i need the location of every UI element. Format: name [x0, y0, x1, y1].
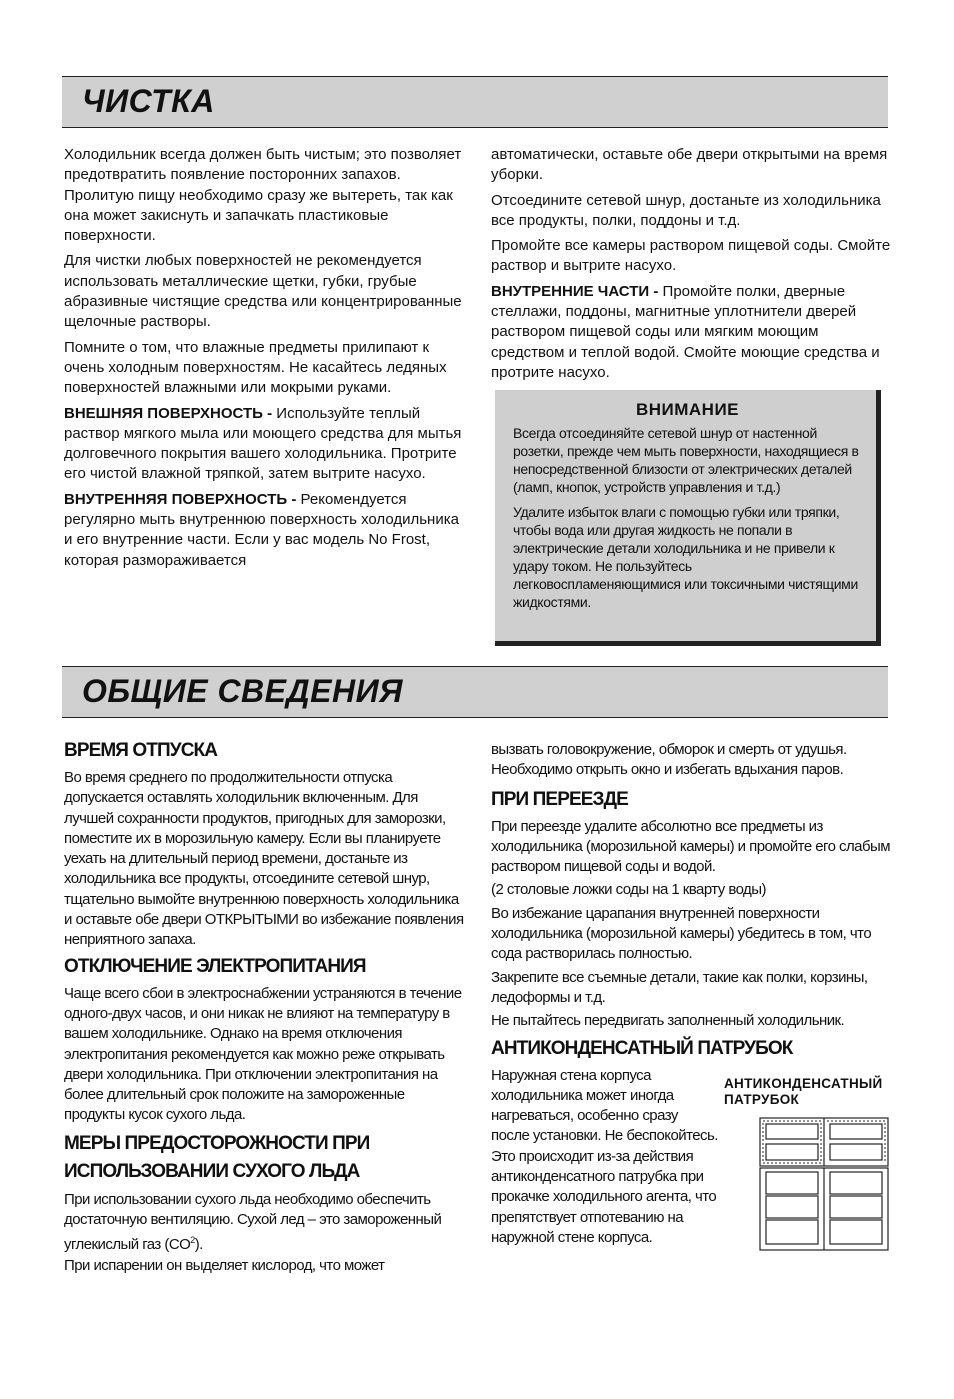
dry-ice-heading	[64, 1130, 464, 1186]
interior-parts-paragraph	[491, 282, 891, 383]
dry-ice-text-1: При использовании сухого льда необходимо обеспечить достаточную вентиляцию. Сухой лед – это замороженный углекислый газ (CO	[64, 1190, 442, 1254]
power-outage-heading: ОТКЛЮЧЕНИЕ ЭЛЕКТРОПИТАНИЯ	[64, 955, 366, 977]
dry-ice-text	[64, 1190, 464, 1276]
cleaning-para-2: Для чистки любых поверхностей не рекомендуется использовать металлические щетки, губки, грубые абразивные чистящие средства или концентрированные щелочные растворы.	[64, 252, 462, 331]
moving-para-2: (2 столовые ложки соды на 1 кварту воды)	[491, 881, 766, 899]
fridge-shelf-left-2	[766, 1196, 818, 1218]
power-outage-text: Чаще всего сбои в электроснабжении устраняются в течение одного-двух часов, и они никак не влияют на температуру в вашем холодильнике. Однако на время отключения электропитания рекомендуется как можно реже открывать двери холодильника. При отключении электропитания на более длительный срок положите на замороженные продукты кусок сухого льда.	[64, 984, 462, 1124]
anticondensation-heading: АНТИКОНДЕНСАТНЫЙ ПАТРУБОК	[491, 1037, 793, 1059]
interior-parts-label: ВНУТРЕННИЕ ЧАСТИ -	[491, 282, 659, 300]
anticondensation-text: Наружная стена корпуса холодильника может иногда нагреваться, особенно сразу после установки. Не беспокойтесь. Это происходит из-за действия антиконденсатного патрубка при прокачке холодильного агента, что препятствует отпотеванию на наружной стене корпуса.	[491, 1066, 718, 1246]
warning-title: ВНИМАНИЕ	[635, 400, 740, 419]
exterior-surface-paragraph	[64, 404, 464, 485]
general-left-column	[64, 738, 464, 1276]
dry-ice-subscript: 2	[190, 1235, 195, 1246]
exterior-surface-text: Используйте теплый раствор мягкого мыла или моющего средства для мытья долговечного покрытия вашего холодильника. Протрите его чистой влажной тряпкой, затем вытрите насухо.	[64, 404, 462, 483]
cleaning-para-3: Помните о том, что влажные предметы прилипают к очень холодным поверхностям. Не касайтесь ледяных поверхностей влажными или мокрыми руками.	[64, 338, 447, 397]
moving-para-3: Во избежание царапания внутренней поверхности холодильника (морозильной камеры) убедитесь в том, что сода растворилась полностью.	[491, 904, 872, 963]
vacation-text: Во время среднего по продолжительности отпуска допускается оставлять холодильник включенным. Для лучшей сохранности продуктов, пригодных для заморозки, поместите их в морозильную камеру. Если вы планируете уехать на длительный период времени, достаньте из холодильника все продукты, отсоедините сетевой шнур, тщательно вымойте внутреннюю поверхность холодильника и оставьте обе двери ОТКРЫТЫМИ во избежание появления неприятного запаха.	[64, 769, 464, 949]
dry-ice-heading-line-1: МЕРЫ ПРЕДОСТОРОЖНОСТИ ПРИ	[64, 1132, 370, 1154]
fridge-shelf-right-1	[830, 1172, 882, 1194]
exterior-surface-label: ВНЕШНЯЯ ПОВЕРХНОСТЬ -	[64, 404, 273, 422]
dry-ice-text-3: При испарении он выделяет кислород, что может	[64, 1256, 385, 1274]
cleaning-right-para-3: Промойте все камеры раствором пищевой соды. Смойте раствор и вытрите насухо.	[491, 237, 891, 275]
fridge-shelf-right-3	[830, 1220, 882, 1244]
cleaning-right-para-2: Отсоедините сетевой шнур, достаньте из холодильника все продукты, полки, поддоны и т.д.	[491, 191, 881, 229]
refrigerator-diagram	[758, 1116, 890, 1256]
dry-ice-text-2: ).	[194, 1236, 203, 1254]
fridge-shelf-left-1	[766, 1172, 818, 1194]
moving-para-1: При переезде удалите абсолютно все предметы из холодильника (морозильной камеры) и промойте его слабым раствором пищевой соды и водой.	[491, 817, 891, 876]
anticondensation-figure-label	[724, 1076, 883, 1108]
general-banner	[62, 666, 888, 718]
dry-ice-continued: вызвать головокружение, обморок и смерть от удушья. Необходимо открыть окно и избегать вдыхания паров.	[491, 741, 847, 779]
warning-para-1: Всегда отсоединяйте сетевой шнур от настенной розетки, прежде чем мыть поверхности, находящиеся в непосредственной близости от электрических деталей (ламп, кнопок, устройств управления и т.д.)	[513, 425, 859, 495]
cleaning-right-column	[491, 145, 891, 388]
cleaning-para-1: Холодильник всегда должен быть чистым; это позволяет предотвратить появление посторонних запахов. Пролитую пищу необходимо сразу же вытереть, так как она может закиснуть и запачкать пластиковые поверхности.	[64, 146, 462, 245]
cleaning-right-para-1: автоматически, оставьте обе двери открытыми на время уборки.	[491, 146, 888, 184]
moving-heading: ПРИ ПЕРЕЕЗДЕ	[491, 788, 628, 810]
fridge-shelf-right-2	[830, 1196, 882, 1218]
figure-label-line-1: АНТИКОНДЕНСАТНЫЙ	[724, 1076, 883, 1091]
freezer-shelf-right-1	[830, 1124, 882, 1139]
dry-ice-heading-line-2: ИСПОЛЬЗОВАНИИ СУХОГО ЛЬДА	[64, 1160, 360, 1182]
freezer-shelf-right-2	[830, 1144, 882, 1160]
figure-label-line-2: ПАТРУБОК	[724, 1092, 800, 1107]
vacation-heading: ВРЕМЯ ОТПУСКА	[64, 740, 218, 761]
cleaning-title: ЧИСТКА	[82, 83, 215, 119]
warning-para-2: Удалите избыток влаги с помощью губки или тряпки, чтобы вода или другая жидкость не попали в электрические детали холодильника и не привели к удару током. Не пользуйтесь легковоспламеняющимися или токсичными чистящими жидкостями.	[513, 504, 858, 610]
cleaning-banner	[62, 76, 888, 128]
warning-box	[495, 390, 881, 646]
freezer-shelf-left-2	[766, 1144, 818, 1160]
interior-surface-paragraph	[64, 490, 464, 571]
interior-parts-text: Промойте полки, дверные стеллажи, поддоны, магнитные уплотнители дверей раствором пищевой соды или мягким моющим средством и теплой водой. Смойте моющие средства и протрите насухо.	[491, 282, 880, 381]
cleaning-left-column	[64, 145, 464, 576]
general-title: ОБЩИЕ СВЕДЕНИЯ	[82, 673, 403, 709]
interior-surface-text: Рекомендуется регулярно мыть внутреннюю поверхность холодильника и его внутренние части. Если у вас модель No Frost, которая размораживается	[64, 490, 459, 569]
freezer-shelf-left-1	[766, 1124, 818, 1139]
interior-surface-label: ВНУТРЕННЯЯ ПОВЕРХНОСТЬ -	[64, 490, 297, 508]
moving-para-5: Не пытайтесь передвигать заполненный холодильник.	[491, 1012, 845, 1030]
moving-para-4: Закрепите все съемные детали, такие как полки, корзины, ледоформы и т.д.	[491, 968, 868, 1006]
fridge-shelf-left-3	[766, 1220, 818, 1244]
